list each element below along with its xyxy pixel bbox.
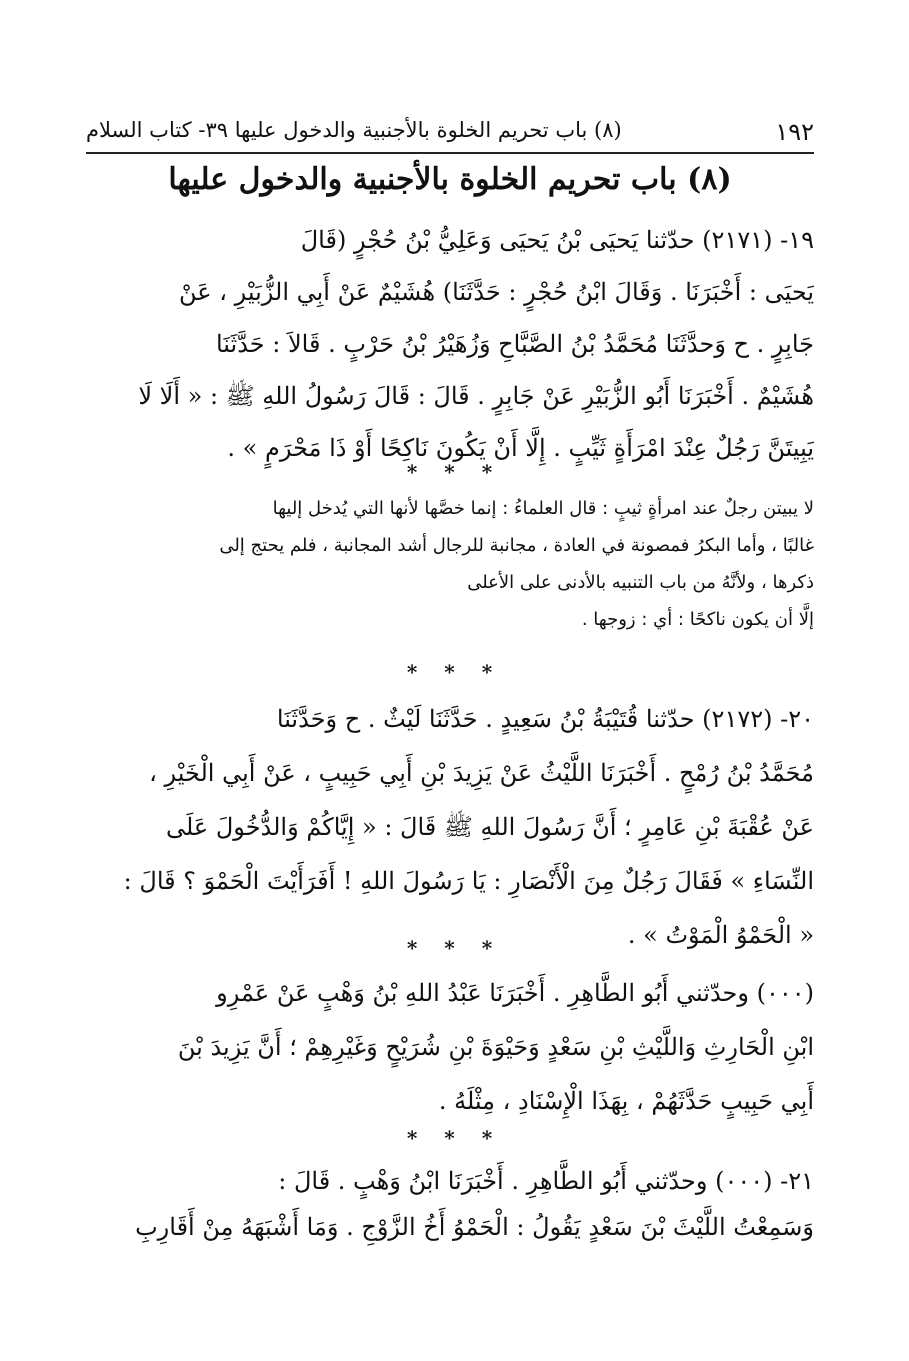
commentary-line: لا يبيتن رجلٌ عند امرأةٍ ثيبٍ : قال العلماءُ : إنما خصَّها لأنها التي يُدخل إليها — [272, 498, 814, 519]
hadith-20 — [86, 692, 814, 962]
hadith-21-line: وَسَمِعْتُ اللَّيْثَ بْنَ سَعْدٍ يَقُولُ : الْحَمْوُ أَخُ الزَّوْجِ . وَمَا أَشْبَهَهُ مِنْ أَقَارِبِ — [135, 1213, 814, 1241]
hadith-19-line: جَابِرٍ . ح وَحدَّثَنَا مُحَمَّدُ بْنُ الصَّبَّاحِ وَزُهَيْرُ بْنُ حَرْبٍ . قَالاَ : حَدَّثَنَا — [215, 330, 814, 358]
hadith-000-a-line: أَبِي حَبِيبٍ حَدَّثَهُمْ ، بِهَذَا الْإِسْنَادِ ، مِثْلَهُ . — [438, 1087, 814, 1115]
hadith-20-line: ٢٠- (٢١٧٢) حدّثنا قُتَيْبَةُ بْنُ سَعِيدٍ . حَدَّثَنَا لَيْثٌ . ح وَحَدَّثَنَا — [276, 705, 814, 733]
running-title: (٨) باب تحريم الخلوة بالأجنبية والدخول عليها ٣٩- كتاب السلام — [86, 118, 622, 142]
hadith-19-line: هُشَيْمٌ . أَخْبَرَنَا أَبُو الزُّبَيْرِ عَنْ جَابِرٍ . قَالَ : قَالَ رَسُولُ اللهِ ﷺ : « أَلَا لَا — [138, 382, 814, 410]
commentary — [86, 490, 814, 638]
chapter-title: (٨) باب تحريم الخلوة بالأجنبية والدخول عليها — [168, 162, 732, 197]
hadith-19 — [86, 214, 814, 474]
commentary-line: ذكرها ، ولأنَّهُ من باب التنبيه بالأدنى على الأعلى — [467, 572, 814, 593]
commentary-line: غالبًا ، وأما البكرُ فمصونة في العادة ، مجانبة للرجال أشد المجانبة ، فلم يحتج إلى — [219, 535, 814, 556]
hadith-20-line: « الْحَمْوُ الْمَوْتُ » . — [627, 921, 814, 949]
hadith-19-line: يَحيَى : أَخْبَرَنَا . وَقَالَ ابْنُ حُجْرٍ : حَدَّثَنَا) هُشَيْمٌ عَنْ أَبِي الزُّبَيْرِ ، عَنْ — [179, 278, 814, 306]
page-number: ١٩٢ — [775, 118, 814, 146]
hadith-000-a — [86, 966, 814, 1128]
section-separator: * * * — [406, 460, 503, 484]
section-separator: * * * — [406, 936, 503, 960]
hadith-19-line: يَبِيتَنَّ رَجُلٌ عِنْدَ امْرَأَةٍ ثَيِّبٍ . إِلَّا أَنْ يَكُونَ نَاكِحًا أَوْ ذَا مَحْرَمٍ » . — [227, 434, 814, 462]
section-separator: * * * — [406, 660, 503, 684]
commentary-line: إلَّا أن يكون ناكحًا : أي : زوجها . — [581, 609, 814, 630]
hadith-20-line: عَنْ عُقْبَةَ بْنِ عَامِرٍ ؛ أَنَّ رَسُولَ اللهِ ﷺ قَالَ : « إِيَّاكُمْ وَالدُّخُولَ عَلَى — [165, 813, 814, 841]
hadith-20-line: مُحَمَّدُ بْنُ رُمْحٍ . أَخْبَرَنَا اللَّيْثُ عَنْ يَزِيدَ بْنِ أَبِي حَبِيبٍ ، عَنْ أَبِي الْخَيْرِ ، — [149, 759, 814, 787]
hadith-19-line: ١٩- (٢١٧١) حدّثنا يَحيَى بْنُ يَحيَى وَعَلِيُّ بْنُ حُجْرٍ (قَالَ — [300, 226, 814, 254]
hadith-000-a-line: (٠٠٠) وحدّثني أَبُو الطَّاهِرِ . أَخْبَرَنَا عَبْدُ اللهِ بْنُ وَهْبٍ عَنْ عَمْرِو — [216, 979, 814, 1007]
running-header — [86, 112, 814, 154]
section-separator: * * * — [406, 1126, 503, 1150]
hadith-21-line: ٢١- (٠٠٠) وحدّثني أَبُو الطَّاهِرِ . أَخْبَرَنَا ابْنُ وَهْبٍ . قَالَ : — [278, 1167, 814, 1195]
hadith-21 — [86, 1158, 814, 1250]
hadith-000-a-line: ابْنِ الْحَارِثِ وَاللَّيْثِ بْنِ سَعْدٍ وَحَيْوَةَ بْنِ شُرَيْحٍ وَغَيْرِهِمْ ؛ أَنَّ يَزِيدَ بْنَ — [177, 1033, 814, 1061]
hadith-20-line: النِّسَاءِ » فَقَالَ رَجُلٌ مِنَ الْأَنْصَارِ : يَا رَسُولَ اللهِ ! أَفَرَأَيْتَ الْحَمْوَ ؟ قَالَ : — [123, 867, 814, 895]
